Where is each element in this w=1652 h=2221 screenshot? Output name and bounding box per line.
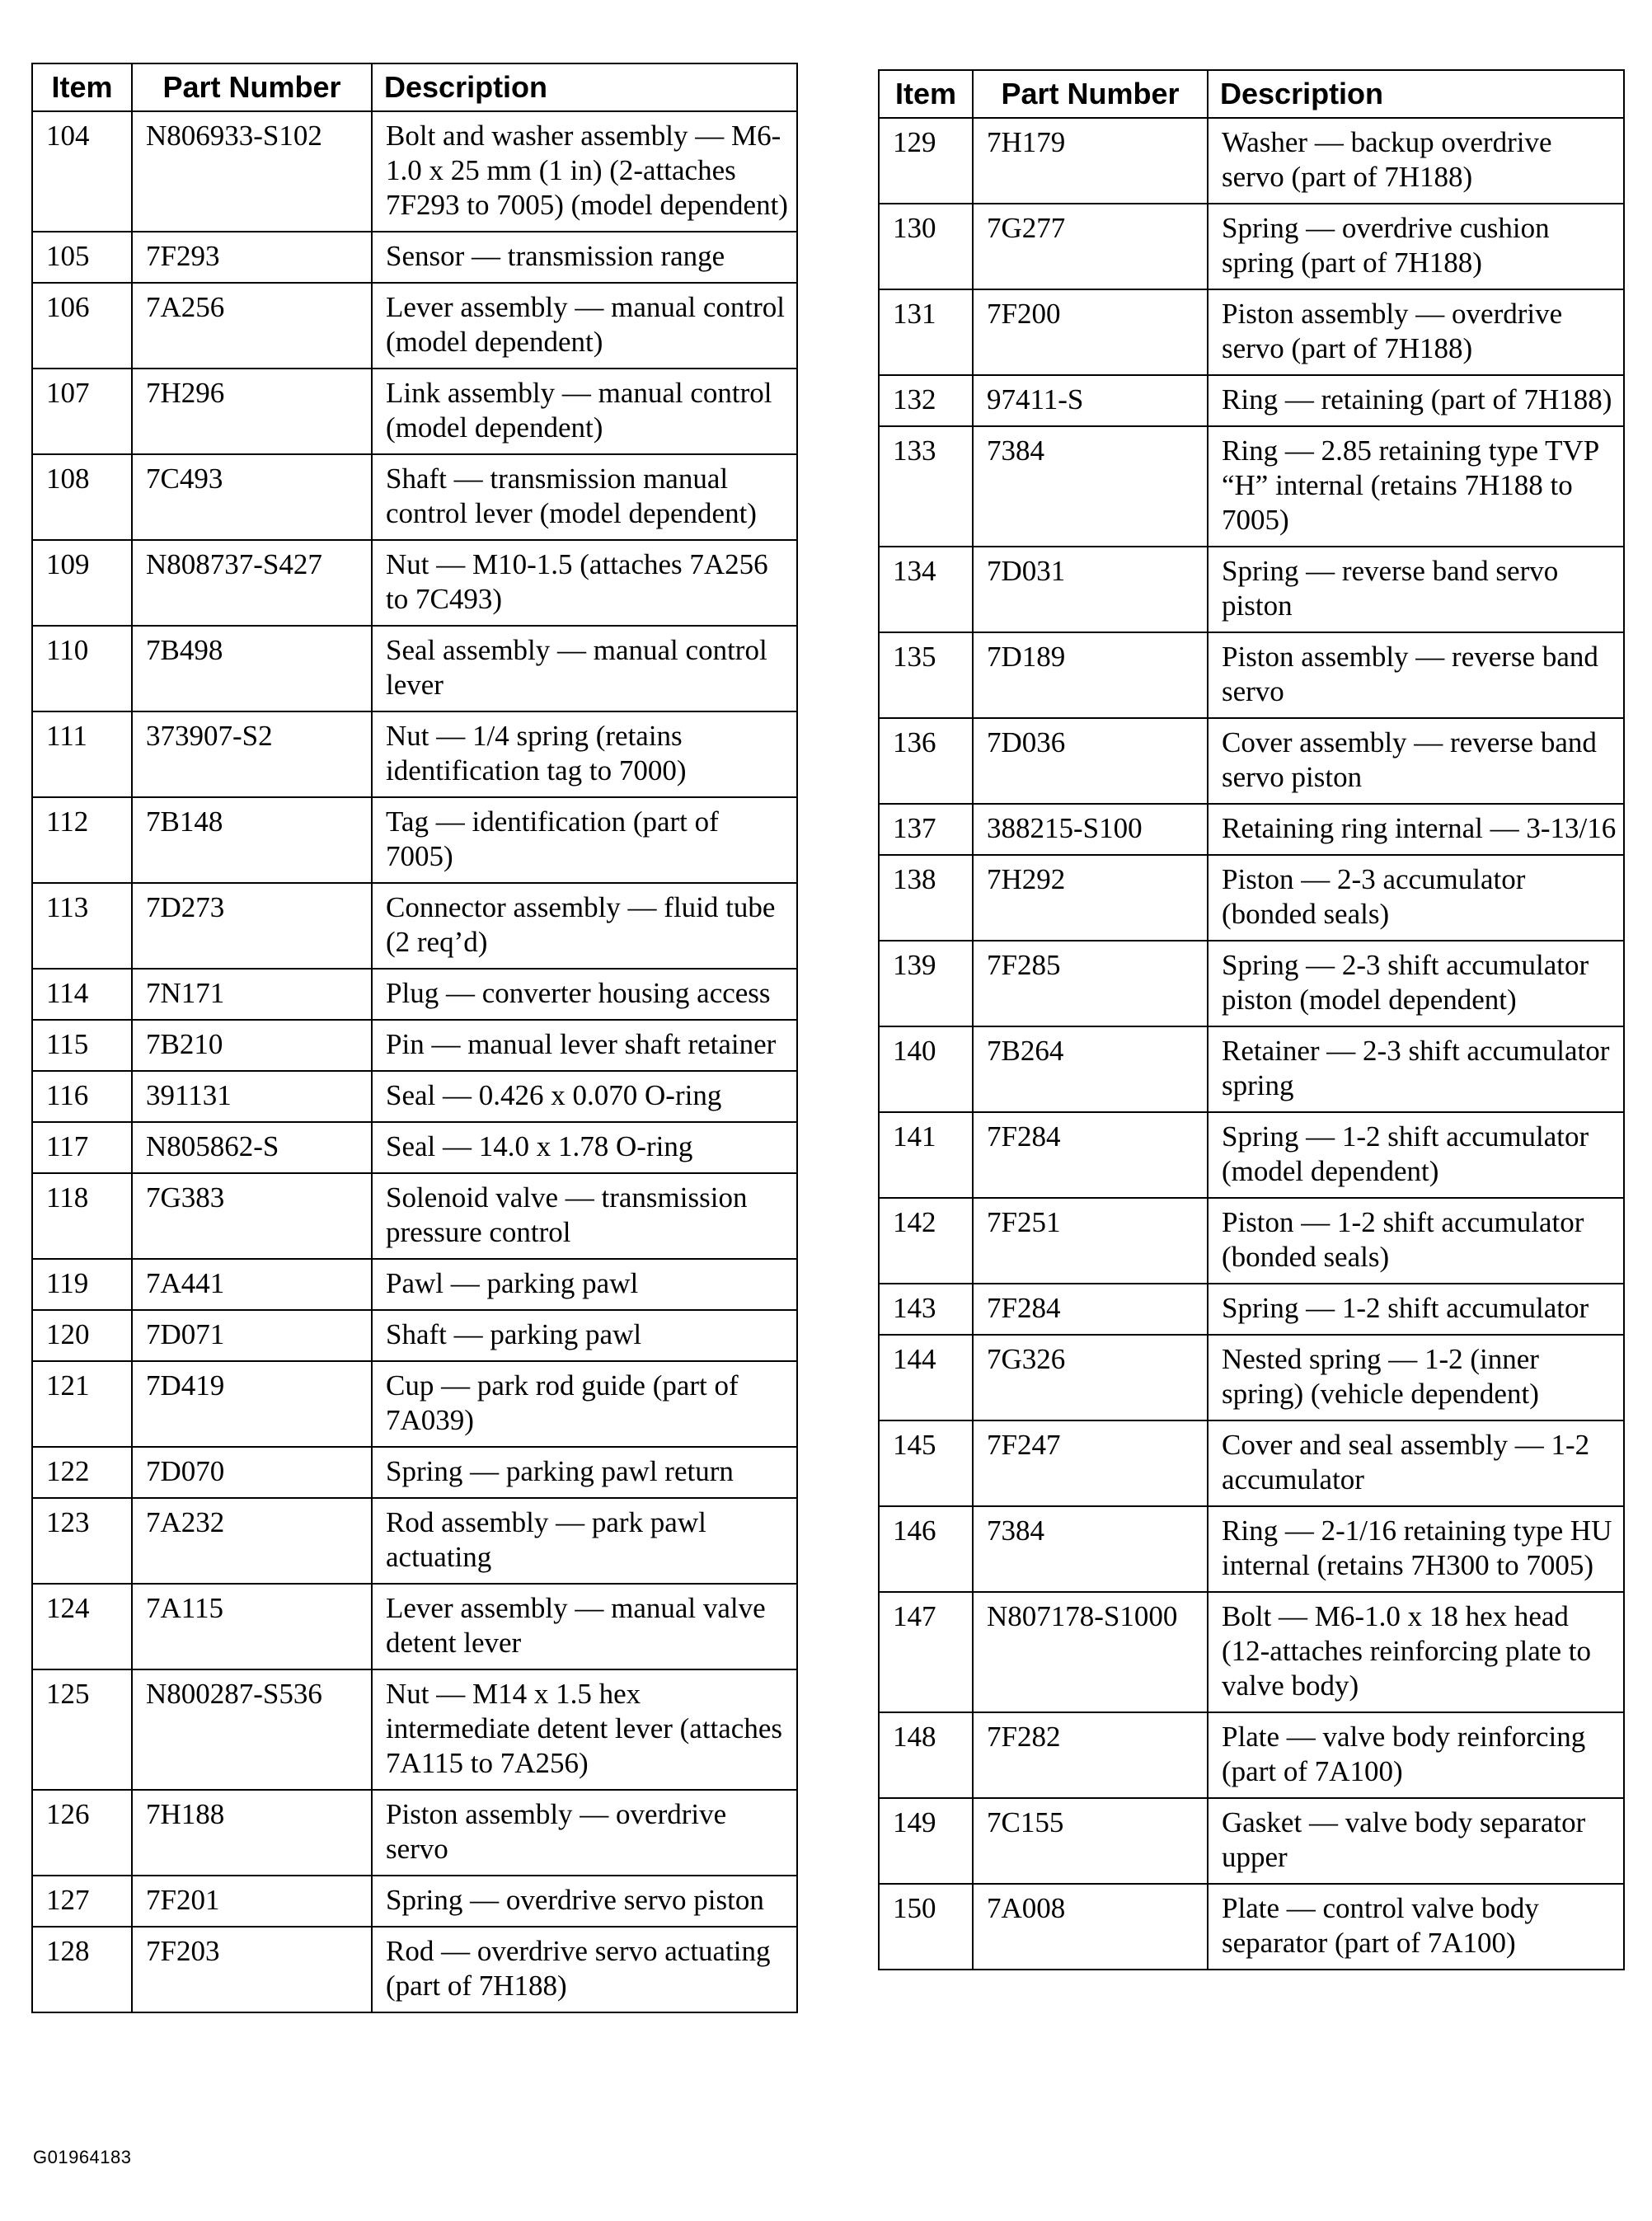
table-row — [32, 797, 797, 883]
item-cell: 132 — [879, 375, 973, 426]
table-row — [32, 1173, 797, 1259]
part-number-cell: 7F285 — [973, 941, 1208, 1026]
item-cell: 104 — [32, 111, 132, 232]
part-number-cell: 7F201 — [132, 1876, 372, 1927]
item-cell: 109 — [32, 540, 132, 626]
column-header-description: Description — [372, 63, 797, 111]
table-row — [32, 711, 797, 797]
table-row — [32, 1259, 797, 1310]
item-cell: 148 — [879, 1712, 973, 1798]
part-number-cell: 7D071 — [132, 1310, 372, 1361]
part-number-cell: 7F284 — [973, 1284, 1208, 1335]
part-number-cell: 7D070 — [132, 1447, 372, 1498]
description-cell: Retainer — 2-3 shift accumulator spring — [1208, 1026, 1624, 1112]
item-cell: 146 — [879, 1506, 973, 1592]
description-cell: Link assembly — manual control (model dependent) — [372, 369, 797, 454]
item-cell: 117 — [32, 1122, 132, 1173]
table-row — [32, 1876, 797, 1927]
item-cell: 118 — [32, 1173, 132, 1259]
part-number-cell: 7H188 — [132, 1790, 372, 1876]
description-cell: Nested spring — 1-2 (inner spring) (vehicle dependent) — [1208, 1335, 1624, 1420]
table-row — [879, 375, 1624, 426]
part-number-cell: 7G383 — [132, 1173, 372, 1259]
description-cell: Seal assembly — manual control lever — [372, 626, 797, 711]
description-cell: Nut — 1/4 spring (retains identification tag to 7000) — [372, 711, 797, 797]
part-number-cell: 388215-S100 — [973, 804, 1208, 855]
item-cell: 115 — [32, 1020, 132, 1071]
item-cell: 135 — [879, 632, 973, 718]
part-number-cell: 7H179 — [973, 118, 1208, 204]
item-cell: 111 — [32, 711, 132, 797]
part-number-cell: 7F284 — [973, 1112, 1208, 1198]
parts-table-right — [878, 69, 1625, 1970]
description-cell: Piston — 2-3 accumulator (bonded seals) — [1208, 855, 1624, 941]
part-number-cell: 97411-S — [973, 375, 1208, 426]
item-cell: 140 — [879, 1026, 973, 1112]
table-row — [32, 283, 797, 369]
description-cell: Bolt and washer assembly — M6-1.0 x 25 mm (1 in) (2-attaches 7F293 to 7005) (model dependent) — [372, 111, 797, 232]
table-row — [879, 204, 1624, 289]
description-cell: Piston assembly — overdrive servo — [372, 1790, 797, 1876]
table-row — [879, 426, 1624, 547]
description-cell: Pin — manual lever shaft retainer — [372, 1020, 797, 1071]
description-cell: Ring — retaining (part of 7H188) — [1208, 375, 1624, 426]
table-row — [32, 111, 797, 232]
table-row — [32, 1020, 797, 1071]
table-header-row — [879, 70, 1624, 118]
table-row — [879, 1198, 1624, 1284]
description-cell: Washer — backup overdrive servo (part of 7H188) — [1208, 118, 1624, 204]
description-cell: Bolt — M6-1.0 x 18 hex head (12-attaches reinforcing plate to valve body) — [1208, 1592, 1624, 1712]
table-row — [32, 1584, 797, 1669]
description-cell: Cover assembly — reverse band servo piston — [1208, 718, 1624, 804]
table-row — [32, 1122, 797, 1173]
table-row — [879, 289, 1624, 375]
table-row — [879, 855, 1624, 941]
item-cell: 106 — [32, 283, 132, 369]
table-row — [32, 232, 797, 283]
part-number-cell: 7C155 — [973, 1798, 1208, 1884]
table-row — [879, 1335, 1624, 1420]
column-header-part-number: Part Number — [132, 63, 372, 111]
item-cell: 149 — [879, 1798, 973, 1884]
description-cell: Shaft — transmission manual control lever (model dependent) — [372, 454, 797, 540]
description-cell: Seal — 0.426 x 0.070 O-ring — [372, 1071, 797, 1122]
table-row — [32, 1790, 797, 1876]
item-cell: 119 — [32, 1259, 132, 1310]
part-number-cell: 7G277 — [973, 204, 1208, 289]
table-row — [32, 626, 797, 711]
description-cell: Rod assembly — park pawl actuating — [372, 1498, 797, 1584]
part-number-cell: 7B148 — [132, 797, 372, 883]
table-row — [32, 969, 797, 1020]
table-row — [32, 1071, 797, 1122]
description-cell: Plate — valve body reinforcing (part of 7A100) — [1208, 1712, 1624, 1798]
description-cell: Lever assembly — manual control (model dependent) — [372, 283, 797, 369]
table-row — [879, 1026, 1624, 1112]
description-cell: Rod — overdrive servo actuating (part of 7H188) — [372, 1927, 797, 2012]
description-cell: Sensor — transmission range — [372, 232, 797, 283]
table-row — [32, 1310, 797, 1361]
table-row — [32, 540, 797, 626]
description-cell: Spring — 1-2 shift accumulator (model dependent) — [1208, 1112, 1624, 1198]
table-row — [32, 1447, 797, 1498]
description-cell: Plug — converter housing access — [372, 969, 797, 1020]
description-cell: Pawl — parking pawl — [372, 1259, 797, 1310]
table-row — [879, 1798, 1624, 1884]
description-cell: Cover and seal assembly — 1-2 accumulator — [1208, 1420, 1624, 1506]
figure-id: G01964183 — [33, 2147, 132, 2167]
description-cell: Spring — overdrive servo piston — [372, 1876, 797, 1927]
item-cell: 147 — [879, 1592, 973, 1712]
part-number-cell: 391131 — [132, 1071, 372, 1122]
item-cell: 144 — [879, 1335, 973, 1420]
part-number-cell: 7A256 — [132, 283, 372, 369]
item-cell: 105 — [32, 232, 132, 283]
description-cell: Retaining ring internal — 3-13/16 — [1208, 804, 1624, 855]
part-number-cell: 7D273 — [132, 883, 372, 969]
part-number-cell: N800287-S536 — [132, 1669, 372, 1790]
item-cell: 145 — [879, 1420, 973, 1506]
part-number-cell: 7D419 — [132, 1361, 372, 1447]
description-cell: Lever assembly — manual valve detent lever — [372, 1584, 797, 1669]
table-row — [879, 1284, 1624, 1335]
item-cell: 143 — [879, 1284, 973, 1335]
part-number-cell: 7F282 — [973, 1712, 1208, 1798]
item-cell: 130 — [879, 204, 973, 289]
description-cell: Spring — parking pawl return — [372, 1447, 797, 1498]
item-cell: 128 — [32, 1927, 132, 2012]
column-header-item: Item — [879, 70, 973, 118]
table-row — [879, 804, 1624, 855]
description-cell: Connector assembly — fluid tube (2 req’d) — [372, 883, 797, 969]
column-header-item: Item — [32, 63, 132, 111]
item-cell: 134 — [879, 547, 973, 632]
item-cell: 113 — [32, 883, 132, 969]
description-cell: Ring — 2.85 retaining type TVP “H” internal (retains 7H188 to 7005) — [1208, 426, 1624, 547]
part-number-cell: 7B264 — [973, 1026, 1208, 1112]
description-cell: Cup — park rod guide (part of 7A039) — [372, 1361, 797, 1447]
table-header-row — [32, 63, 797, 111]
part-number-cell: 7F251 — [973, 1198, 1208, 1284]
description-cell: Solenoid valve — transmission pressure control — [372, 1173, 797, 1259]
item-cell: 110 — [32, 626, 132, 711]
table-row — [32, 1361, 797, 1447]
part-number-cell: 7A441 — [132, 1259, 372, 1310]
description-cell: Gasket — valve body separator upper — [1208, 1798, 1624, 1884]
part-number-cell: 7384 — [973, 1506, 1208, 1592]
table-row — [879, 118, 1624, 204]
description-cell: Piston assembly — overdrive servo (part of 7H188) — [1208, 289, 1624, 375]
table-row — [32, 1669, 797, 1790]
part-number-cell: 7G326 — [973, 1335, 1208, 1420]
item-cell: 133 — [879, 426, 973, 547]
table-row — [879, 632, 1624, 718]
table-row — [879, 718, 1624, 804]
table-row — [879, 1592, 1624, 1712]
description-cell: Nut — M14 x 1.5 hex intermediate detent lever (attaches 7A115 to 7A256) — [372, 1669, 797, 1790]
item-cell: 116 — [32, 1071, 132, 1122]
table-row — [879, 1506, 1624, 1592]
part-number-cell: N805862-S — [132, 1122, 372, 1173]
item-cell: 114 — [32, 969, 132, 1020]
column-header-description: Description — [1208, 70, 1624, 118]
part-number-cell: 7D036 — [973, 718, 1208, 804]
item-cell: 108 — [32, 454, 132, 540]
item-cell: 124 — [32, 1584, 132, 1669]
part-number-cell: 7N171 — [132, 969, 372, 1020]
part-number-cell: 373907-S2 — [132, 711, 372, 797]
part-number-cell: 7B498 — [132, 626, 372, 711]
description-cell: Tag — identification (part of 7005) — [372, 797, 797, 883]
description-cell: Piston assembly — reverse band servo — [1208, 632, 1624, 718]
part-number-cell: 7B210 — [132, 1020, 372, 1071]
item-cell: 122 — [32, 1447, 132, 1498]
item-cell: 136 — [879, 718, 973, 804]
part-number-cell: 7D031 — [973, 547, 1208, 632]
item-cell: 112 — [32, 797, 132, 883]
table-row — [32, 369, 797, 454]
description-cell: Plate — control valve body separator (part of 7A100) — [1208, 1884, 1624, 1970]
item-cell: 126 — [32, 1790, 132, 1876]
table-row — [879, 1420, 1624, 1506]
description-cell: Nut — M10-1.5 (attaches 7A256 to 7C493) — [372, 540, 797, 626]
item-cell: 142 — [879, 1198, 973, 1284]
description-cell: Piston — 1-2 shift accumulator (bonded seals) — [1208, 1198, 1624, 1284]
description-cell: Ring — 2-1/16 retaining type HU internal (retains 7H300 to 7005) — [1208, 1506, 1624, 1592]
description-cell: Spring — 2-3 shift accumulator piston (model dependent) — [1208, 941, 1624, 1026]
part-number-cell: 7F203 — [132, 1927, 372, 2012]
part-number-cell: N807178-S1000 — [973, 1592, 1208, 1712]
part-number-cell: 7C493 — [132, 454, 372, 540]
description-cell: Spring — 1-2 shift accumulator — [1208, 1284, 1624, 1335]
item-cell: 121 — [32, 1361, 132, 1447]
item-cell: 125 — [32, 1669, 132, 1790]
item-cell: 137 — [879, 804, 973, 855]
description-cell: Spring — reverse band servo piston — [1208, 547, 1624, 632]
item-cell: 138 — [879, 855, 973, 941]
table-row — [32, 883, 797, 969]
part-number-cell: 7F247 — [973, 1420, 1208, 1506]
table-row — [32, 1927, 797, 2012]
description-cell: Spring — overdrive cushion spring (part of 7H188) — [1208, 204, 1624, 289]
item-cell: 129 — [879, 118, 973, 204]
table-row — [32, 454, 797, 540]
part-number-cell: 7A008 — [973, 1884, 1208, 1970]
table-row — [879, 1712, 1624, 1798]
part-number-cell: 7A232 — [132, 1498, 372, 1584]
description-cell: Seal — 14.0 x 1.78 O-ring — [372, 1122, 797, 1173]
item-cell: 150 — [879, 1884, 973, 1970]
table-row — [879, 547, 1624, 632]
item-cell: 120 — [32, 1310, 132, 1361]
description-cell: Shaft — parking pawl — [372, 1310, 797, 1361]
part-number-cell: 7F200 — [973, 289, 1208, 375]
item-cell: 141 — [879, 1112, 973, 1198]
part-number-cell: 7H292 — [973, 855, 1208, 941]
item-cell: 139 — [879, 941, 973, 1026]
table-row — [879, 941, 1624, 1026]
part-number-cell: 7D189 — [973, 632, 1208, 718]
table-row — [879, 1884, 1624, 1970]
item-cell: 131 — [879, 289, 973, 375]
part-number-cell: 7A115 — [132, 1584, 372, 1669]
table-row — [32, 1498, 797, 1584]
part-number-cell: 7H296 — [132, 369, 372, 454]
part-number-cell: 7F293 — [132, 232, 372, 283]
item-cell: 127 — [32, 1876, 132, 1927]
part-number-cell: N806933-S102 — [132, 111, 372, 232]
part-number-cell: 7384 — [973, 426, 1208, 547]
table-row — [879, 1112, 1624, 1198]
part-number-cell: N808737-S427 — [132, 540, 372, 626]
parts-table-left — [31, 63, 798, 2013]
item-cell: 107 — [32, 369, 132, 454]
column-header-part-number: Part Number — [973, 70, 1208, 118]
item-cell: 123 — [32, 1498, 132, 1584]
